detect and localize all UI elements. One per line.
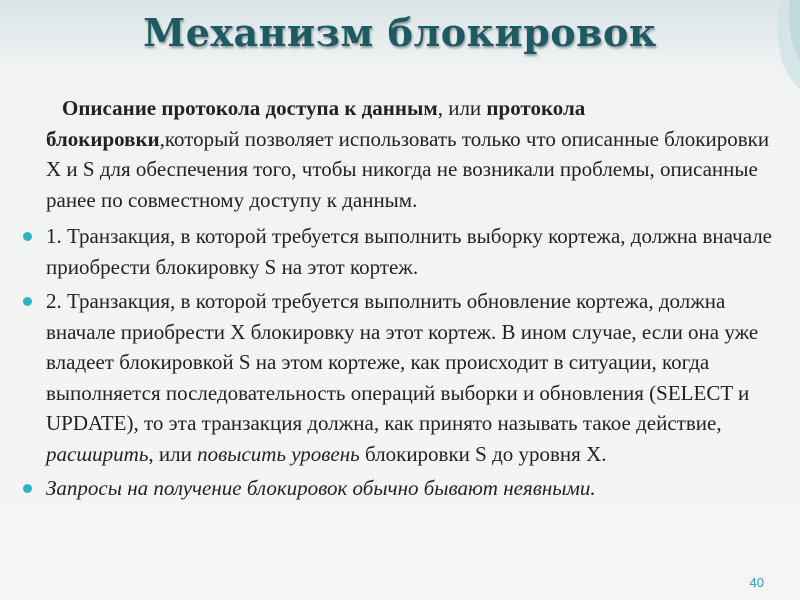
bullet-item-1: [22, 221, 782, 282]
bullet-item-2: [22, 286, 782, 469]
intro-bold-1: Описание протокола доступа к данным: [62, 96, 438, 120]
page-number: 40: [749, 575, 764, 590]
bullet-2-text-mid: , или: [148, 441, 198, 466]
bullet-item-3: [22, 473, 782, 504]
intro-paragraph: [22, 93, 782, 215]
intro-bold-2: протокола блокировки: [46, 96, 586, 151]
bullet-1-text: 1. Транзакция, в которой требуется выполнить выборку кортежа, должна вначале приобрести блокировку S на этот кортеж.: [46, 224, 773, 279]
bullet-2-italic-1: расширить: [46, 441, 149, 466]
intro-text-2: ,который позволяет использовать только что описанные блокировки X и S для обеспечения того, чтобы никогда не возникали проблемы, описанные ранее по совместному доступу к данным.: [46, 126, 770, 212]
bullet-2-italic-2: повысить уровень: [197, 441, 360, 466]
slide-content: [22, 93, 782, 508]
intro-text-1: , или: [437, 96, 487, 120]
slide-title: Механизм блокировок: [143, 10, 657, 55]
bullet-2-text-pre: 2. Транзакция, в которой требуется выполнить обновление кортежа, должна вначале приобрести X блокировку на этот кортеж. В ином случае, если она уже владеет блокировкой S на этом кортеже, как происходит в ситуации, когда выполняется последовательность операций выборки и обновления (SELECT и UPDATE), то эта транзакция должна, как принято называть такое действие,: [46, 289, 759, 435]
bullet-2-text-post: блокировки S до уровня X.: [359, 441, 607, 466]
bullet-3-text: Запросы на получение блокировок обычно бывают неявными.: [46, 476, 596, 500]
